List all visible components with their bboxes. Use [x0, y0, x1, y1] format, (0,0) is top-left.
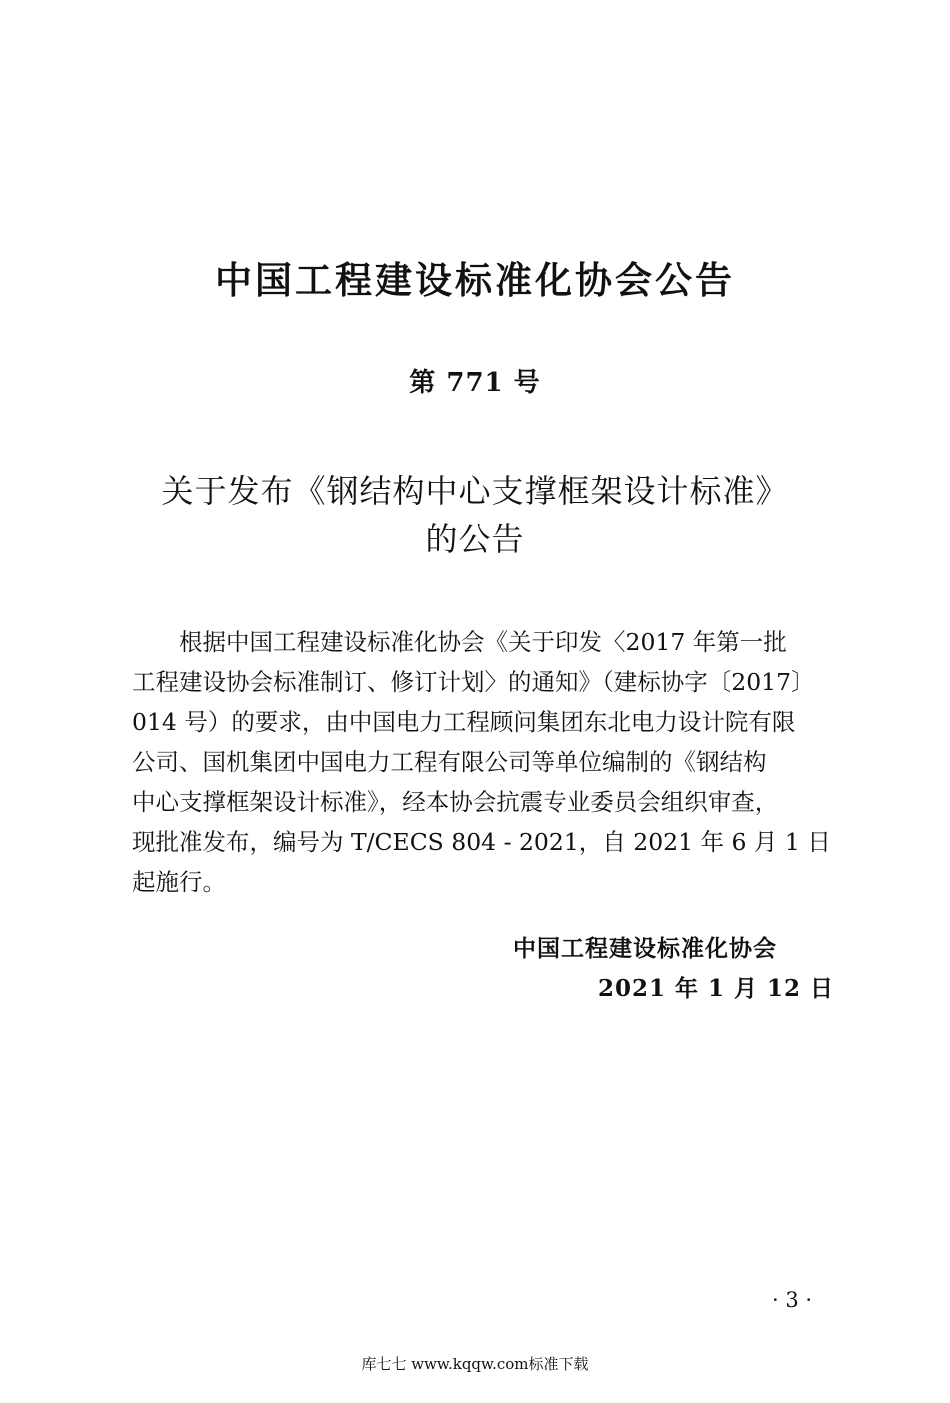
notice-title-line-1: 关于发布《钢结构中心支撑框架设计标准》: [161, 472, 789, 510]
body-line-2: 工程建设协会标准制订、修订计划〉的通知》（建标协字〔2017〕: [132, 668, 815, 696]
notice-title-line-2: 的公告: [425, 520, 525, 558]
body-line-6: 现批准发布，编号为 T/CECS 804 - 2021，自 2021 年 6 月 1 日: [132, 828, 831, 856]
body-line-3: 014 号）的要求，由中国电力工程顾问集团东北电力设计院有限: [132, 708, 796, 736]
body-line-7: 起施行。: [132, 868, 226, 896]
body-line-1: 根据中国工程建设标准化协会《关于印发〈2017 年第一批: [179, 628, 787, 656]
notice-title: [0, 467, 950, 563]
signature-org: 中国工程建设标准化协会: [513, 936, 777, 962]
body-line-5: 中心支撑框架设计标准》，经本协会抗震专业委员会组织审查，: [132, 788, 779, 816]
notice-body: [132, 622, 852, 902]
footer-watermark: 库七七 www.kqqw.com标准下载: [361, 1355, 589, 1373]
signature-date: 2021 年 1 月 12 日: [598, 975, 835, 1002]
page-number: · 3 ·: [772, 1288, 813, 1312]
doc-number: 第 771 号: [409, 368, 541, 398]
org-title: 中国工程建设标准化协会公告: [215, 259, 735, 302]
body-line-4: 公司、国机集团中国电力工程有限公司等单位编制的《钢结构: [132, 748, 767, 776]
